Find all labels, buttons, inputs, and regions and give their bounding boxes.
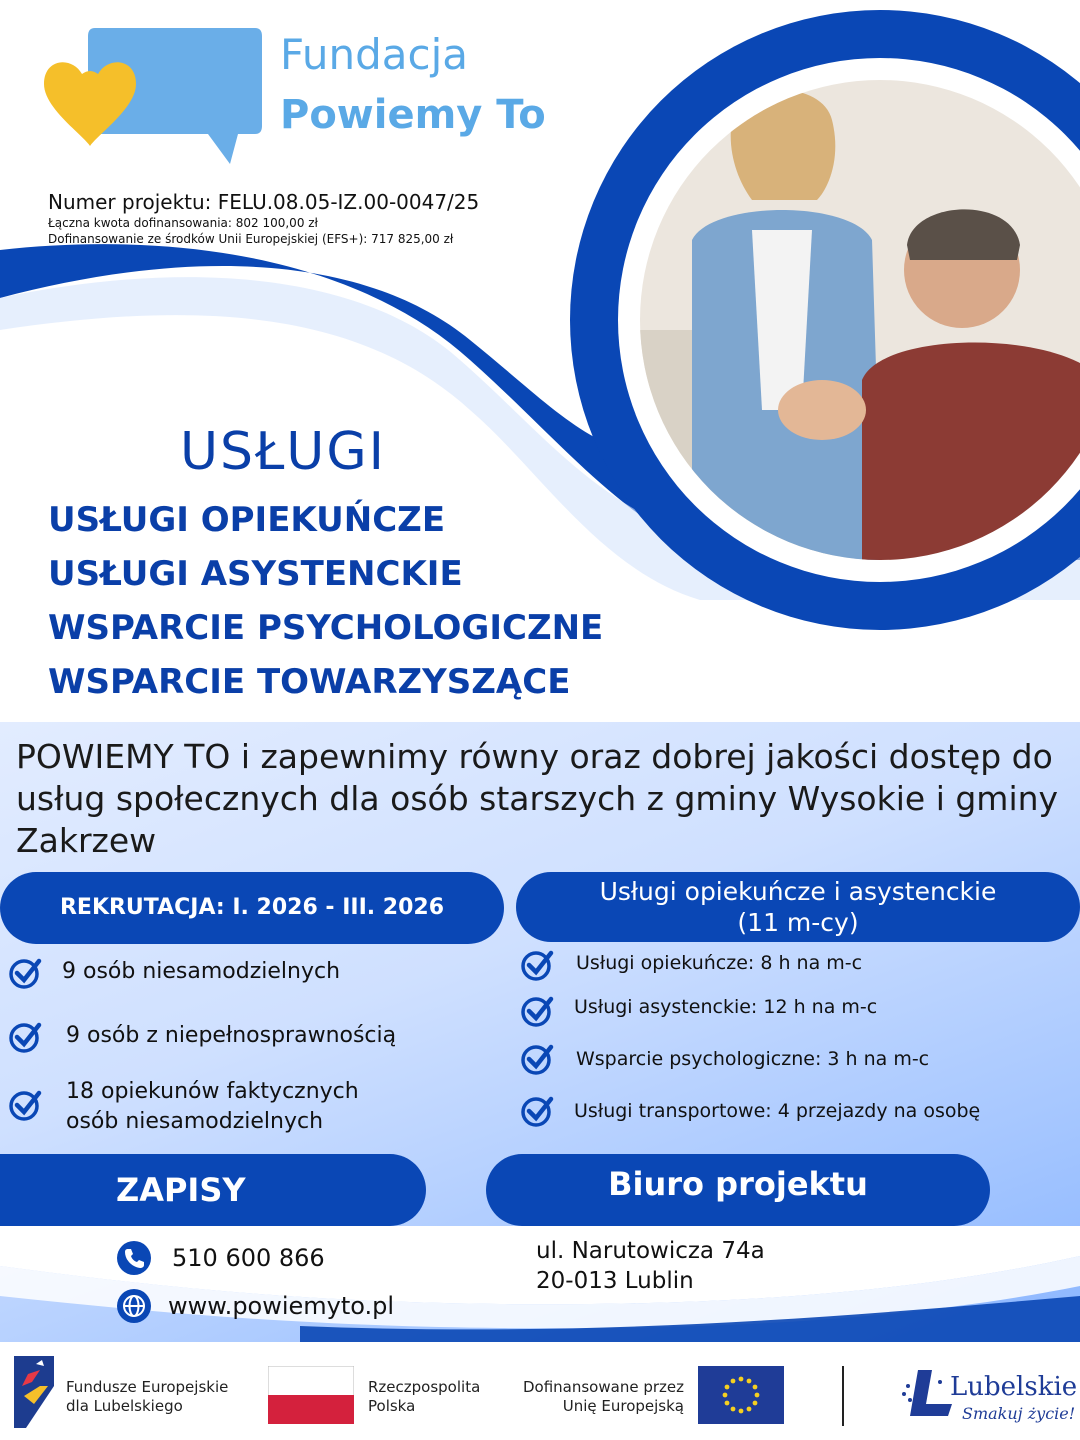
signup-badge: ZAPISY [0, 1154, 426, 1226]
check-icon [520, 948, 554, 982]
lubelskie-slogan: Smakuj życie! [962, 1404, 1076, 1423]
services-title: USŁUGI [180, 422, 386, 482]
project-number: Numer projektu: FELU.08.05-IZ.00-0047/25 [48, 190, 480, 214]
recruitment-item-cont: osób niesamodzielnych [66, 1109, 324, 1134]
recruitment-item: 9 osób niesamodzielnych [62, 959, 341, 984]
service-item: USŁUGI OPIEKUŃCZE [48, 500, 446, 540]
office-badge: Biuro projektu [486, 1154, 990, 1226]
eu-line-1: Dofinansowane przez [522, 1378, 684, 1396]
eu-flag-icon [698, 1366, 784, 1424]
rp-line-1: Rzeczpospolita [368, 1378, 481, 1396]
poland-flag-icon [268, 1366, 354, 1424]
care-item: Usługi opiekuńcze: 8 h na m-c [576, 952, 863, 974]
care-label-line-2: (11 m-cy) [737, 908, 859, 937]
check-icon [520, 1042, 554, 1076]
check-icon [8, 956, 42, 990]
eu-funds-logo [14, 1356, 56, 1428]
care-label-line-1: Usługi opiekuńcze i asystenckie [599, 877, 997, 906]
office-street: ul. Narutowicza 74a [536, 1238, 765, 1264]
tagline: POWIEMY TO i zapewnimy równy oraz dobrej jakości dostęp do usług społecznych dla osób starszych z gminy Wysokie i gminy Zakrzew [16, 737, 1059, 860]
footer-divider [842, 1366, 844, 1426]
service-item: WSPARCIE PSYCHOLOGICZNE [48, 608, 604, 648]
check-icon [8, 1088, 42, 1122]
phone-icon [116, 1240, 152, 1276]
check-icon [520, 1094, 554, 1128]
fe-line-1: Fundusze Europejskie [66, 1378, 229, 1396]
project-eu-funding: Dofinansowanie ze środków Unii Europejskiej (EFS+): 717 825,00 zł [48, 232, 454, 246]
project-total-funding: Łączna kwota dofinansowania: 802 100,00 zł [48, 216, 318, 230]
phone-number[interactable]: 510 600 866 [172, 1244, 325, 1272]
rp-line-2: Polska [368, 1397, 416, 1415]
check-icon [8, 1020, 42, 1054]
lubelskie-name: Lubelskie [950, 1372, 1078, 1402]
brand-line-1: Fundacja [280, 30, 468, 79]
recruitment-item: 9 osób z niepełnosprawnością [66, 1023, 397, 1048]
care-item: Usługi asystenckie: 12 h na m-c [574, 996, 878, 1018]
service-item: USŁUGI ASYSTENCKIE [48, 554, 463, 594]
recruitment-badge: REKRUTACJA: I. 2026 - III. 2026 [0, 872, 504, 944]
care-item: Usługi transportowe: 4 przejazdy na osobę [574, 1100, 981, 1122]
brand-line-2: Powiemy To [280, 92, 546, 138]
service-item: WSPARCIE TOWARZYSZĄCE [48, 662, 571, 702]
check-icon [520, 994, 554, 1028]
care-item: Wsparcie psychologiczne: 3 h na m-c [576, 1048, 930, 1070]
care-services-badge [516, 872, 1080, 942]
foundation-logo [40, 26, 270, 176]
website-link[interactable]: www.powiemyto.pl [168, 1292, 395, 1320]
fe-line-2: dla Lubelskiego [66, 1397, 183, 1415]
recruitment-item: 18 opiekunów faktycznych [66, 1079, 359, 1104]
globe-icon [116, 1288, 152, 1324]
office-city: 20-013 Lublin [536, 1268, 694, 1294]
caregiver-photo [632, 80, 1080, 560]
eu-line-2: Unię Europejską [562, 1397, 684, 1415]
